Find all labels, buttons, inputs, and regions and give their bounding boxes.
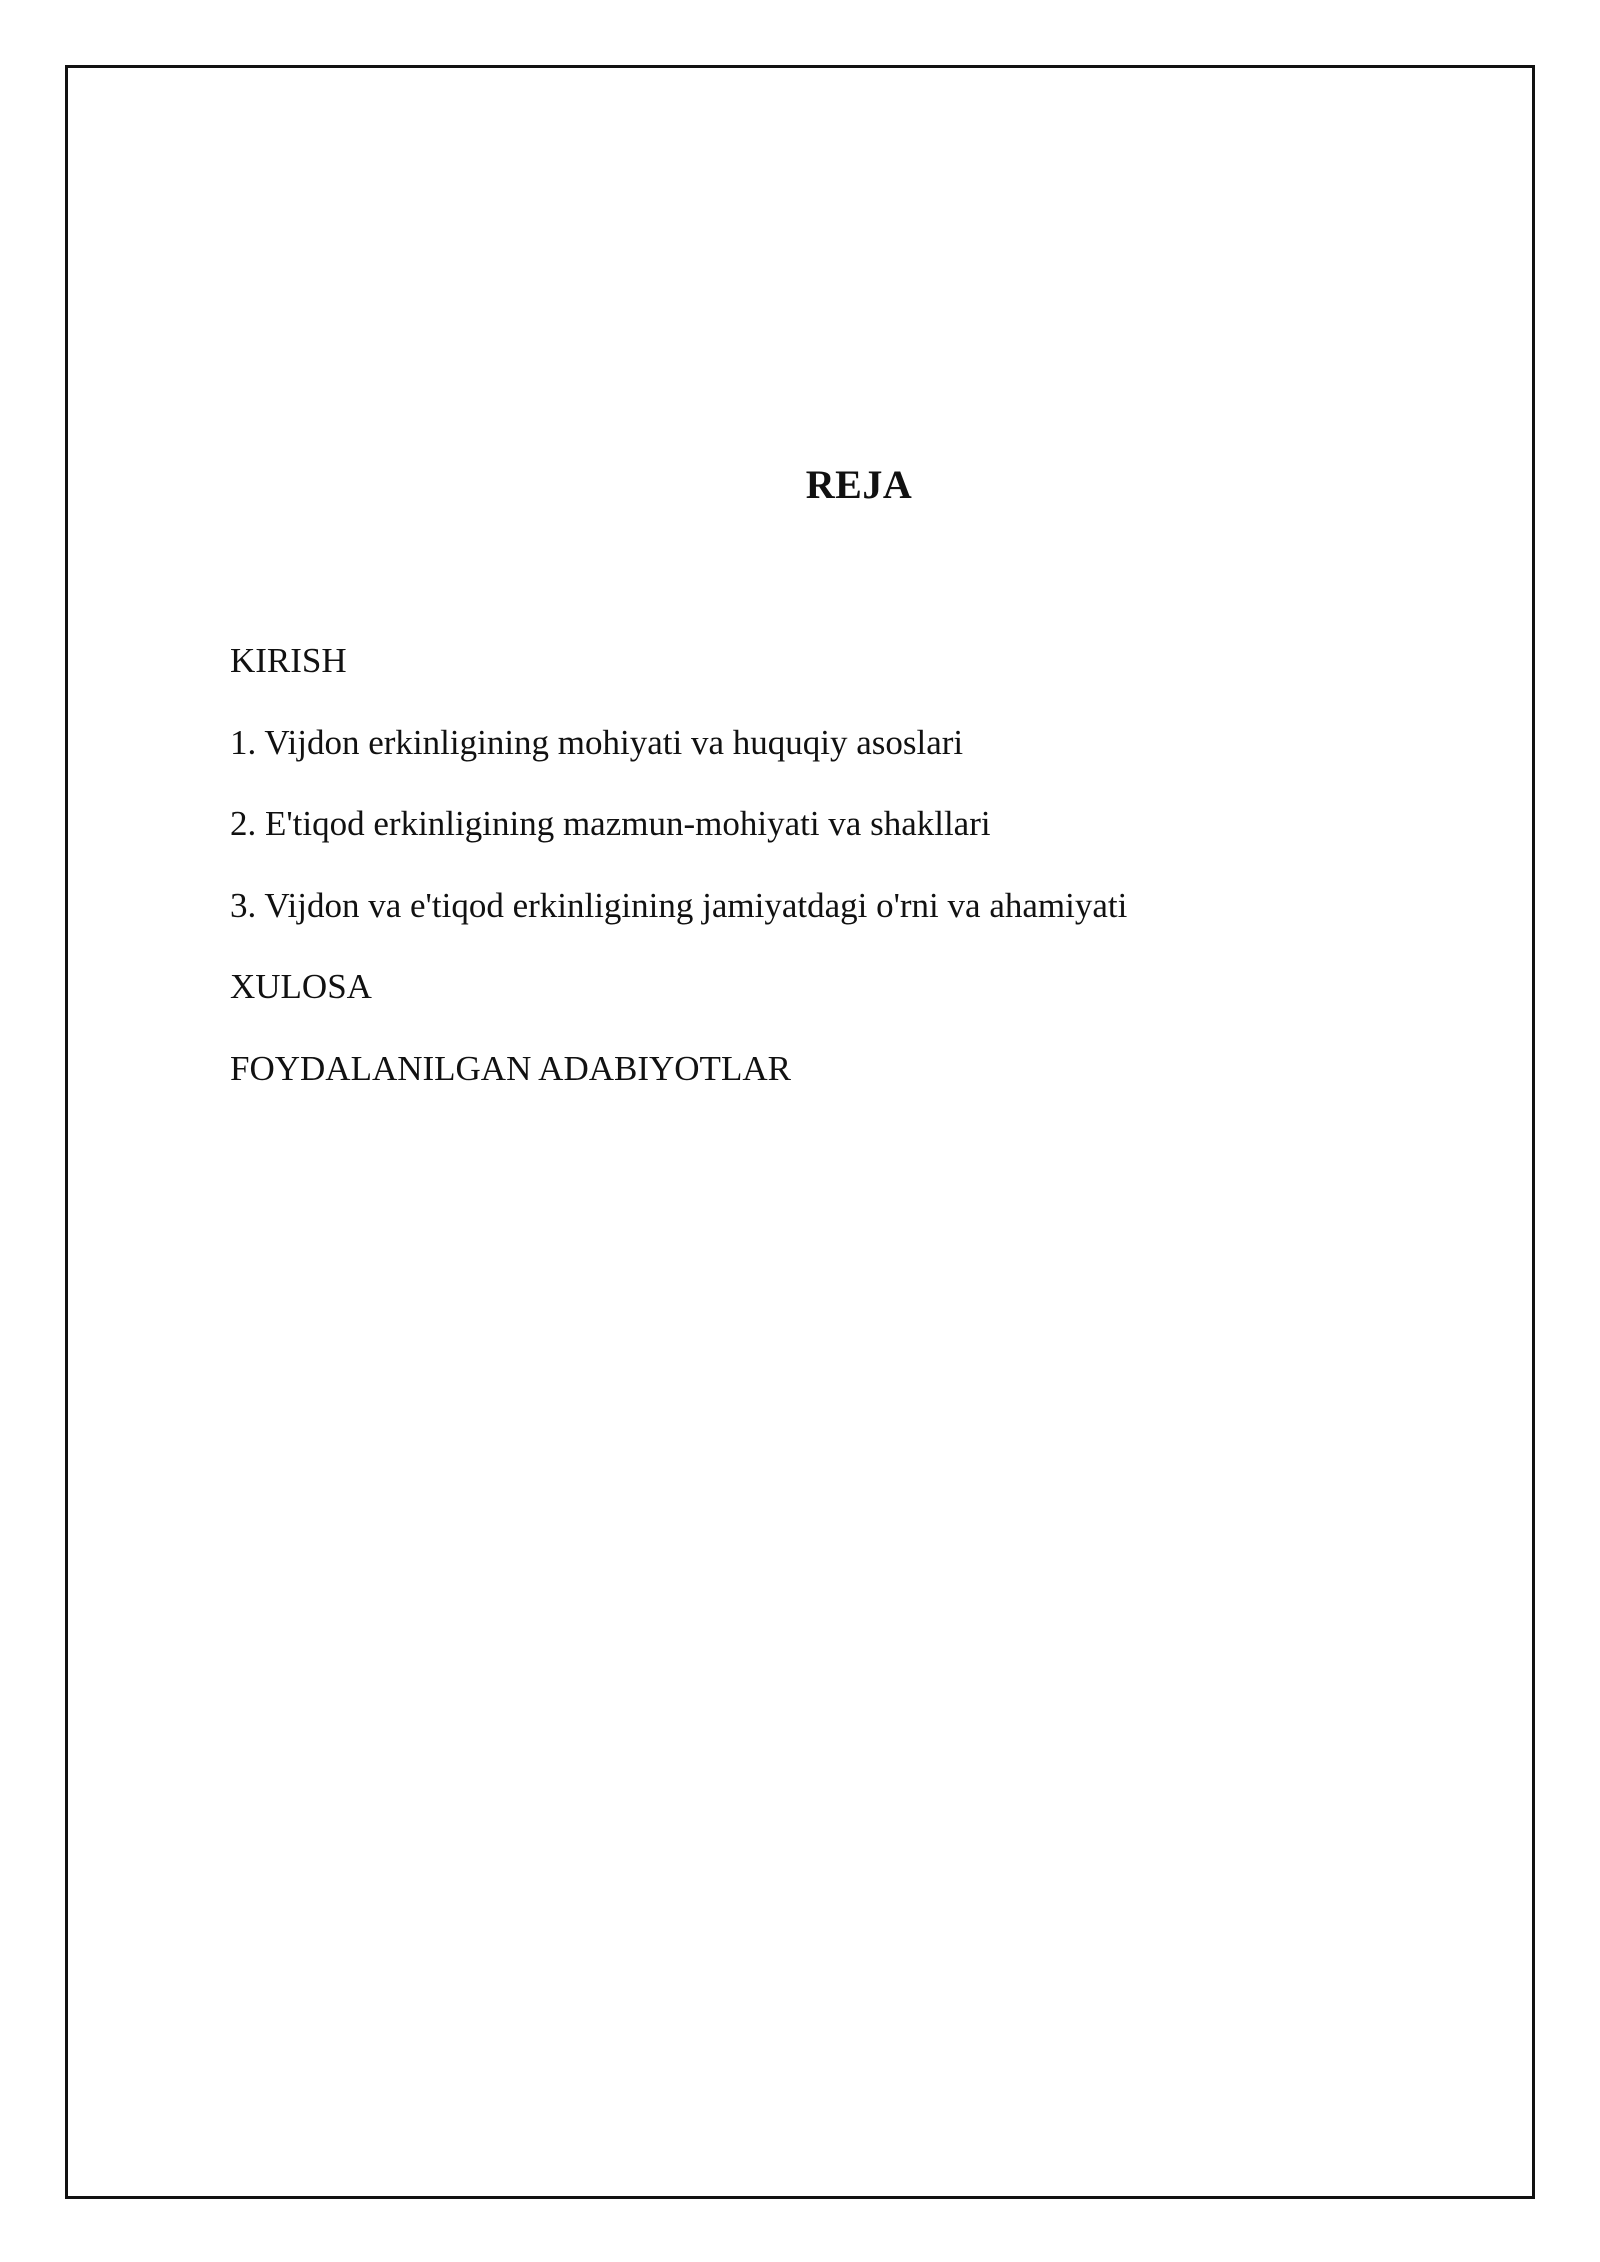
table-of-contents bbox=[230, 640, 1127, 1129]
toc-item-intro: KIRISH bbox=[230, 641, 347, 680]
page-border-frame bbox=[65, 65, 1535, 2199]
toc-item-2: 2. E'tiqod erkinligining mazmun-mohiyati va shakllari bbox=[230, 804, 991, 843]
toc-item-references: FOYDALANILGAN ADABIYOTLAR bbox=[230, 1048, 791, 1088]
toc-item-1: 1. Vijdon erkinligining mohiyati va huquqiy asoslari bbox=[230, 722, 964, 762]
page-title: REJA bbox=[805, 462, 913, 507]
toc-item-conclusion: XULOSA bbox=[230, 967, 372, 1006]
toc-item-3: 3. Vijdon va e'tiqod erkinligining jamiyatdagi o'rni va ahamiyati bbox=[230, 885, 1128, 925]
